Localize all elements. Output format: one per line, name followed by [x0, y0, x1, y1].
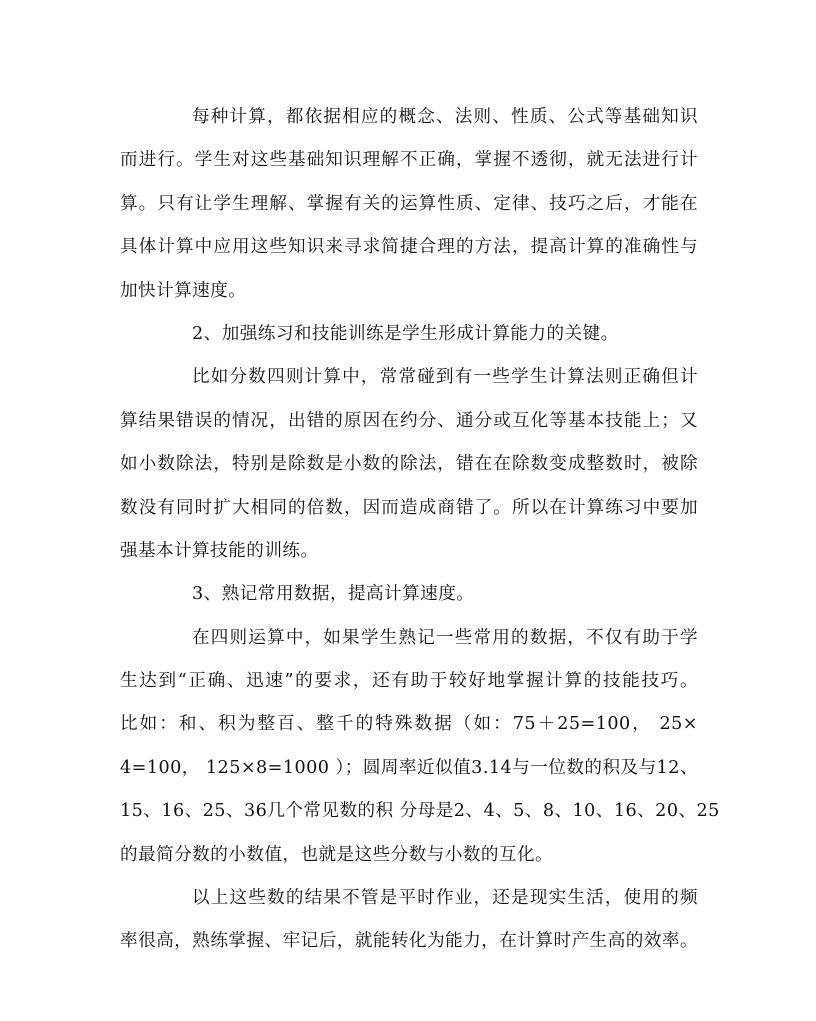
- paragraph-line: 如小数除法，特别是除数是小数的除法，错在在除数变成整数时，被除: [120, 454, 698, 475]
- paragraph-line: 以上这些数的结果不管是平时作业，还是现实生活，使用的频: [192, 888, 698, 909]
- paragraph-line: 在四则运算中，如果学生熟记一些常用的数据，不仅有助于学: [192, 627, 698, 648]
- paragraph-line: 数没有同时扩大相同的倍数，因而造成商错了。所以在计算练习中要加: [120, 497, 698, 518]
- paragraph-line: 算。只有让学生理解、掌握有关的运算性质、定律、技巧之后，才能在: [120, 193, 698, 214]
- paragraph-line: 4=100， 125×8=1000 ）；圆周率近似值3.14与一位数的积及与12、: [120, 757, 698, 778]
- section-heading: 3、熟记常用数据，提高计算速度。: [192, 584, 475, 605]
- paragraph-line: 的最简分数的小数值，也就是这些分数与小数的互化。: [120, 844, 554, 865]
- paragraph-line: 算结果错误的情况，出错的原因在约分、通分或互化等基本技能上；又: [120, 410, 698, 431]
- section-heading: 2、加强练习和技能训练是学生形成计算能力的关键。: [192, 323, 619, 344]
- paragraph-line: 加快计算速度。: [120, 280, 247, 301]
- paragraph-line: 比如分数四则计算中，常常碰到有一些学生计算法则正确但计: [192, 367, 698, 388]
- paragraph-line: 强基本计算技能的训练。: [120, 540, 319, 561]
- paragraph-line: 具体计算中应用这些知识来寻求简捷合理的方法，提高计算的准确性与: [120, 237, 698, 258]
- paragraph-line: 每种计算，都依据相应的概念、法则、性质、公式等基础知识: [192, 107, 698, 127]
- paragraph-line: 生达到“正确、迅速”的要求，还有助于较好地掌握计算的技能技巧。: [120, 671, 698, 692]
- paragraph-line: 率很高，熟练掌握、牢记后，就能转化为能力，在计算时产生高的效率。: [120, 931, 698, 952]
- paragraph-line: 而进行。学生对这些基础知识理解不正确，掌握不透彻，就无法进行计: [120, 150, 698, 171]
- paragraph-line: 比如：和、积为整百、整千的特殊数据（如：75＋25=100， 25×: [120, 714, 698, 735]
- document-body: [120, 96, 720, 964]
- paragraph-line: 15、16、25、36几个常见数的积 分母是2、4、5、8、10、16、20、25: [120, 801, 720, 822]
